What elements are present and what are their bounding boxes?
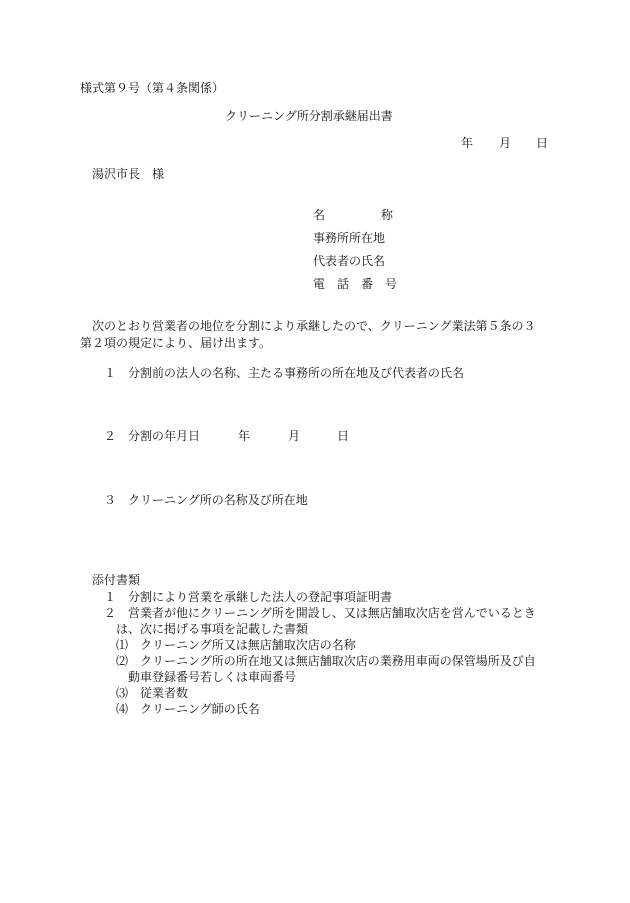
attachment-number: １: [104, 590, 117, 604]
representative-name-label: 代表者の氏名: [313, 254, 386, 268]
item-2-day: 日: [337, 429, 350, 443]
attachment-text-line-2: は、次に掲げる事項を記載した書類: [116, 622, 309, 636]
body-line-2: 第２項の規定により、届け出ます。: [80, 336, 272, 350]
item-number: １: [104, 366, 117, 380]
phone-number-label: 電 話 番 号: [313, 277, 398, 291]
addressee: 湯沢市長 様: [92, 167, 165, 181]
item-number: ２: [104, 429, 117, 443]
sub-item-number: ⑷: [116, 702, 129, 716]
date-year: 年: [461, 136, 474, 150]
document-title: クリーニング所分割承継届出書: [225, 109, 393, 123]
sub-item-number: ⑵: [116, 654, 129, 668]
sub-item-number: ⑴: [116, 638, 129, 652]
date-month: 月: [499, 136, 512, 150]
sub-item-number: ⑶: [116, 686, 129, 700]
body-line-1: 次のとおり営業者の地位を分割により承継したので、クリーニング業法第５条の３: [92, 319, 536, 333]
attachments-heading: 添付書類: [92, 573, 141, 587]
item-text: 分割前の法人の名称、主たる事務所の所在地及び代表者の氏名: [128, 366, 465, 380]
item-2-month: 月: [288, 429, 301, 443]
item-number: ３: [104, 493, 117, 507]
date-day: 日: [536, 136, 549, 150]
attachment-number: ２: [104, 606, 117, 620]
form-number: 様式第９号（第４条関係）: [80, 81, 225, 95]
applicant-name-label: 名 称: [313, 208, 393, 222]
attachment-text-line-1: 営業者が他にクリーニング所を開設し、又は無店舗取次店を営んでいるとき: [128, 606, 536, 620]
item-text: 分割の年月日: [128, 429, 201, 443]
sub-item-text: クリーニング所又は無店舗取次店の名称: [140, 638, 356, 652]
item-2-year: 年: [238, 429, 251, 443]
sub-item-text: 従業者数: [140, 686, 189, 700]
sub-item-text-line-1: クリーニング所の所在地又は無店舗取次店の業務用車両の保管場所及び自: [140, 654, 536, 668]
sub-item-text-line-2: 動車登録番号若しくは車両番号: [128, 670, 297, 684]
item-text: クリーニング所の名称及び所在地: [128, 493, 308, 507]
office-address-label: 事務所所在地: [313, 231, 386, 245]
attachment-text: 分割により営業を承継した法人の登記事項証明書: [128, 590, 393, 604]
sub-item-text: クリーニング師の氏名: [140, 702, 260, 716]
